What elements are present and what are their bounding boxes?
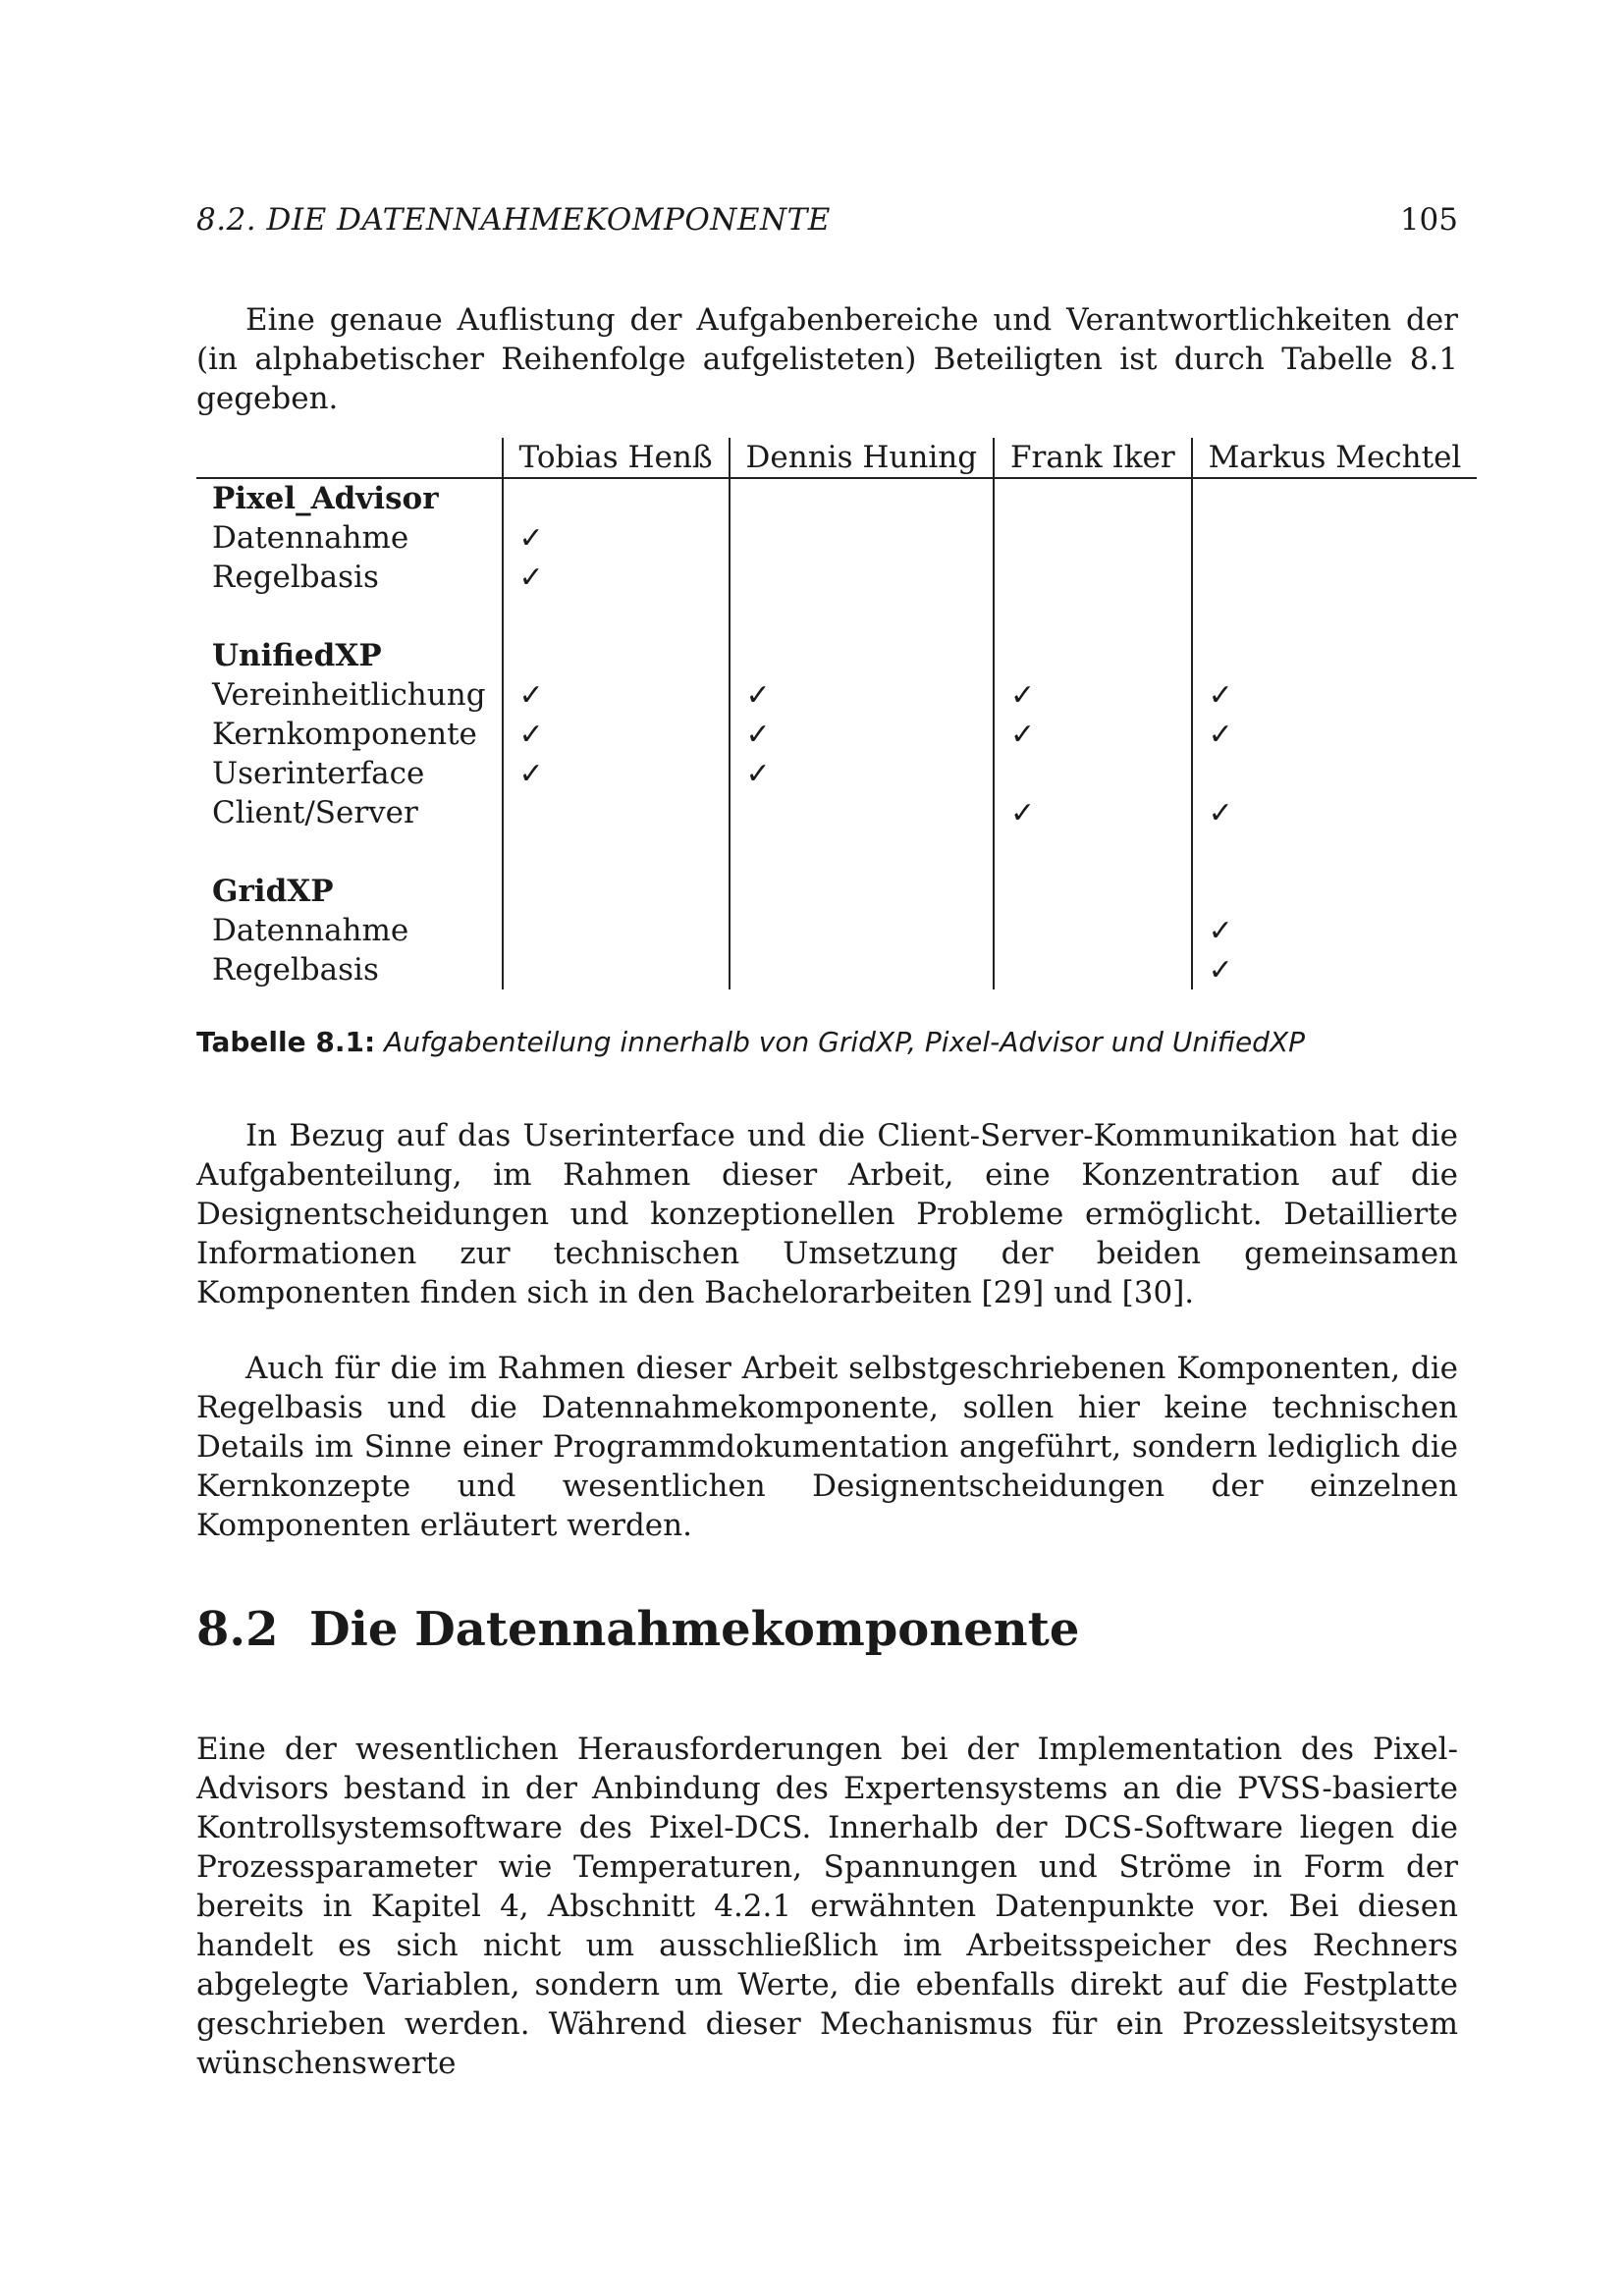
page-number: 105 <box>1399 202 1458 238</box>
table-cell <box>1192 911 1478 950</box>
checkmark-icon: ✓ <box>518 521 544 556</box>
table-cell <box>730 558 995 597</box>
table-cell <box>730 675 995 715</box>
table-group-row <box>196 478 1477 518</box>
table-cell <box>1192 675 1478 715</box>
table-cell <box>1192 950 1478 989</box>
table-cell <box>994 754 1192 793</box>
row-label: Vereinheitlichung <box>212 677 486 713</box>
table-spacer-row <box>196 597 1477 636</box>
checkmark-icon: ✓ <box>745 678 771 713</box>
running-header <box>196 200 1458 240</box>
table-row <box>196 558 1477 597</box>
column-header: Dennis Huning <box>730 438 995 478</box>
column-header: Markus Mechtel <box>1192 438 1478 478</box>
row-label: Client/Server <box>212 795 418 830</box>
group-label: Pixel_Advisor <box>212 481 439 516</box>
row-label: Datennahme <box>212 520 409 556</box>
table-cell <box>730 518 995 558</box>
checkmark-icon: ✓ <box>1208 796 1233 830</box>
checkmark-icon: ✓ <box>1208 953 1233 988</box>
table-cell <box>1192 715 1478 754</box>
table-cell <box>1192 793 1478 832</box>
table-row <box>196 715 1477 754</box>
table-cell <box>730 754 995 793</box>
row-label: Userinterface <box>212 756 425 791</box>
table-row <box>196 911 1477 950</box>
table-cell <box>730 911 995 950</box>
row-label: Kernkomponente <box>212 717 477 752</box>
checkmark-icon: ✓ <box>745 757 771 791</box>
table-spacer-row <box>196 832 1477 872</box>
table-cell <box>503 715 730 754</box>
group-label: GridXP <box>212 874 334 909</box>
assignment-table <box>196 438 1477 989</box>
table-cell <box>994 715 1192 754</box>
table-cell <box>503 558 730 597</box>
table-cell <box>1192 754 1478 793</box>
checkmark-icon: ✓ <box>518 757 544 791</box>
table-header-row <box>196 438 1477 478</box>
table-row <box>196 518 1477 558</box>
checkmark-icon: ✓ <box>1208 678 1233 713</box>
table-cell <box>994 950 1192 989</box>
checkmark-icon: ✓ <box>1208 718 1233 752</box>
table-cell <box>503 754 730 793</box>
table-corner-cell <box>196 438 503 478</box>
table-cell <box>1192 558 1478 597</box>
running-header-chapter: 8.2. DIE DATENNAHMEKOMPONENTE <box>196 202 831 238</box>
table-row <box>196 793 1477 832</box>
table-cell <box>503 675 730 715</box>
table-cell <box>994 558 1192 597</box>
checkmark-icon: ✓ <box>745 718 771 752</box>
body-paragraph: Auch für die im Rahmen dieser Arbeit selbstgeschriebenen Komponenten, die Regelbasis und die Datennahmekomponente, sollen hier keine technischen Details im Sinne einer Programmdokumentation angeführt, sondern lediglich die Kernkonzepte und wesentlichen Designentscheidungen der einzelnen Komponenten erläutert werden. <box>196 1351 1458 1543</box>
table-cell <box>503 518 730 558</box>
table-cell <box>730 715 995 754</box>
table-group-row <box>196 872 1477 911</box>
section-number: 8.2 <box>196 1602 279 1657</box>
table-cell <box>503 793 730 832</box>
intro-paragraph: Eine genaue Auflistung der Aufgabenbereiche und Verantwortlichkeiten der (in alphabetischer Reihenfolge aufgelisteten) Beteiligten ist durch Tabelle 8.1 gegeben. <box>196 302 1458 416</box>
table-cell <box>1192 518 1478 558</box>
table-caption-label: Tabelle 8.1: <box>196 1026 376 1058</box>
checkmark-icon: ✓ <box>1010 678 1036 713</box>
table-cell <box>503 911 730 950</box>
table-row <box>196 950 1477 989</box>
checkmark-icon: ✓ <box>1010 718 1036 752</box>
table-cell <box>994 518 1192 558</box>
table-row <box>196 754 1477 793</box>
table-cell <box>503 950 730 989</box>
table-cell <box>994 675 1192 715</box>
column-header: Frank Iker <box>994 438 1192 478</box>
body-paragraph: In Bezug auf das Userinterface und die Client-Server-Kommunikation hat die Aufgabenteilung, im Rahmen dieser Arbeit, eine Konzentration auf die Designentscheidungen und konzeptionellen Probleme ermöglicht. Detaillierte Informationen zur technischen Umsetzung der beiden gemeinsamen Komponenten finden sich in den Bachelorarbeiten [29] und [30]. <box>196 1118 1458 1310</box>
table-row <box>196 675 1477 715</box>
table-cell <box>730 793 995 832</box>
checkmark-icon: ✓ <box>518 678 544 713</box>
row-label: Datennahme <box>212 913 409 948</box>
table-cell <box>994 793 1192 832</box>
group-label: UnifiedXP <box>212 638 382 673</box>
table-cell <box>730 950 995 989</box>
row-label: Regelbasis <box>212 560 379 595</box>
column-header: Tobias Henß <box>503 438 730 478</box>
checkmark-icon: ✓ <box>518 718 544 752</box>
section-heading <box>196 1600 1079 1659</box>
checkmark-icon: ✓ <box>1208 914 1233 948</box>
table-body <box>196 478 1477 989</box>
table-caption <box>196 1024 1458 1061</box>
section-body-paragraph: Eine der wesentlichen Herausforderungen bei der Implementation des Pixel-Advisors bestand in der Anbindung des Expertensystems an die PVSS-basierte Kontrollsystemsoftware des Pixel-DCS. Innerhalb der DCS-Software liegen die Prozessparameter wie Temperaturen, Spannungen und Ströme in Form der bereits in Kapitel 4, Abschnitt 4.2.1 erwähnten Datenpunkte vor. Bei diesen handelt es sich nicht um ausschließlich im Arbeitsspeicher des Rechners abgelegte Variablen, sondern um Werte, die ebenfalls direkt auf die Festplatte geschrieben werden. Während dieser Mechanismus für ein Prozessleitsystem wünschenswerte <box>196 1732 1458 2081</box>
checkmark-icon: ✓ <box>518 561 544 595</box>
table-caption-text: Aufgabenteilung innerhalb von GridXP, Pixel-Advisor und UnifiedXP <box>384 1026 1306 1058</box>
table-cell <box>994 911 1192 950</box>
section-title: Die Datennahmekomponente <box>309 1602 1080 1657</box>
table-group-row <box>196 636 1477 675</box>
checkmark-icon: ✓ <box>1010 796 1036 830</box>
row-label: Regelbasis <box>212 952 379 988</box>
